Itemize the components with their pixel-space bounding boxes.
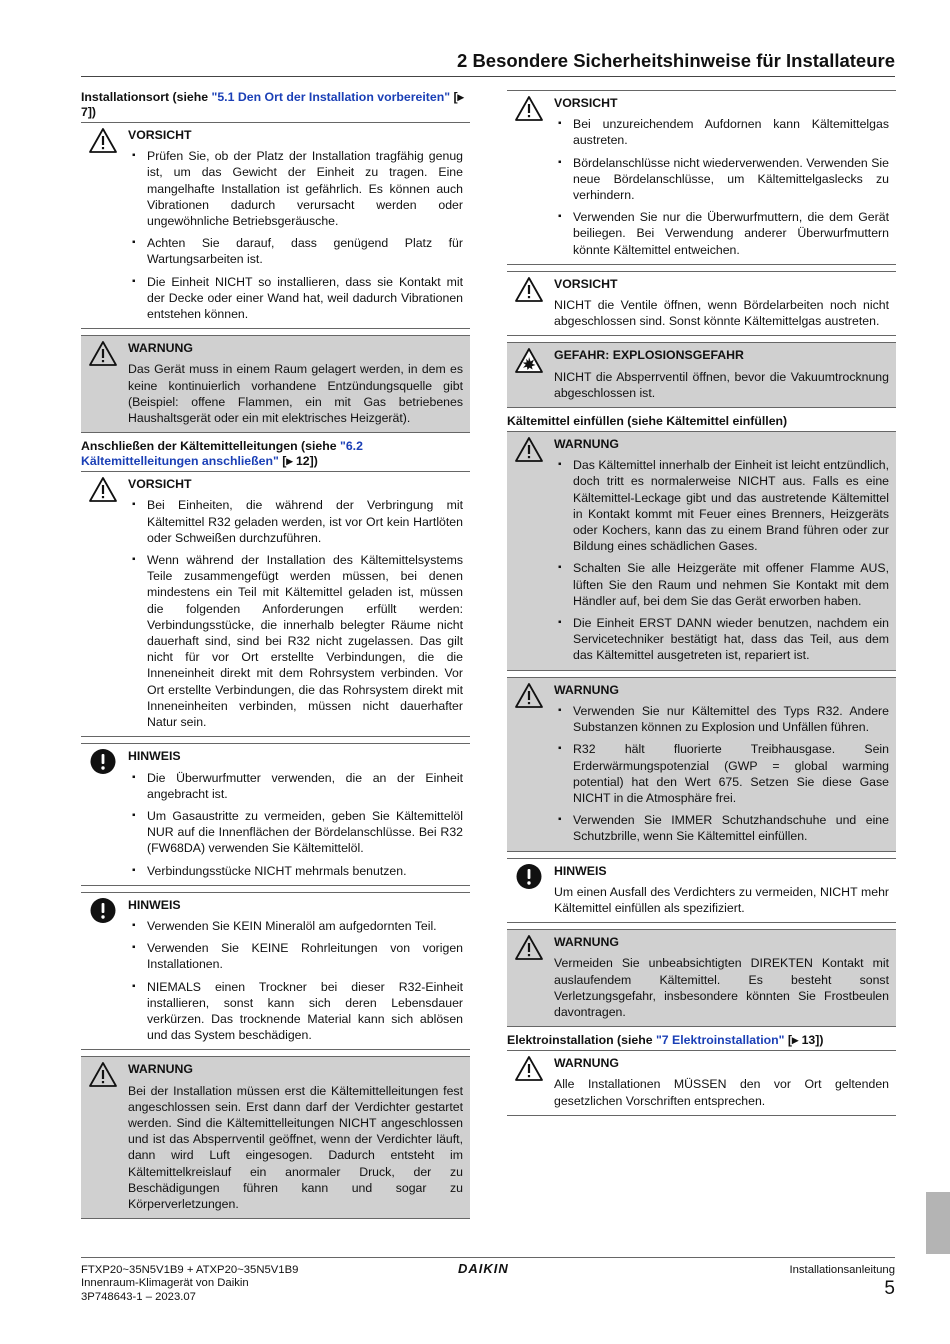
list-item: ▪ Verwenden Sie nur Kältemittel des Typs R32. Andere Substanzen können zu Explosion und Unfällen führen. <box>554 703 889 735</box>
warnung-notice <box>507 431 896 671</box>
warnung-notice <box>81 1056 470 1219</box>
notice-title: WARNUNG <box>554 437 619 452</box>
warning-triangle-icon <box>88 127 118 154</box>
warning-triangle-icon <box>514 95 544 122</box>
list-item: ▪ Die Einheit NICHT so installieren, dass sie Kontakt mit der Decke oder einer Wand hat, weil dadurch Vibrationen entstehen können. <box>128 274 463 323</box>
notice-title: WARNUNG <box>128 341 193 356</box>
section-heading-kaeltemittelleitungen <box>81 439 470 469</box>
notice-text: Um einen Ausfall des Verdichters zu vermeiden, NICHT mehr Kältemittel einfüllen als spezifiziert. <box>554 884 889 915</box>
vorsicht-notice <box>507 271 896 337</box>
heading-suffix: [▸ 7]) <box>81 90 464 119</box>
notice-title: VORSICHT <box>128 128 192 142</box>
hinweis-notice <box>81 892 470 1051</box>
notice-list <box>128 918 463 1043</box>
warning-triangle-icon <box>88 1061 118 1088</box>
side-tab-marker <box>926 1192 950 1254</box>
footer-product: Innenraum-Klimagerät von Daikin <box>81 1277 249 1290</box>
hinweis-notice <box>81 743 470 885</box>
exclamation-circle-icon <box>88 748 118 775</box>
list-item: ▪ Achten Sie darauf, dass genügend Platz für Wartungsarbeiten ist. <box>128 235 463 267</box>
notice-list <box>554 703 889 845</box>
list-item: ▪ R32 hält fluorierte Treibhausgase. Sein Erderwärmungspotenzial (GWP = global warming potential) hat den Wert 675. Setzen Sie diese Gase NICHT in die Atmosphäre frei. <box>554 741 889 806</box>
footer-doc-type: Installationsanleitung <box>789 1264 895 1276</box>
warnung-notice <box>507 929 896 1027</box>
notice-title: VORSICHT <box>554 276 618 291</box>
list-item: ▪ Wenn während der Installation des Kältemittelsystems Teile zusammengefügt werden müssen, bei denen mindestens ein Teil mit Kältemittel geladen ist, müssen die folgenden Anforderungen erfüllt werden: Verbindungsstücke, die innerhalb belegter Räume nicht dauerhaft sind, sind bei R32 nicht zugelassen. Das gilt nicht für vor Ort erstellte Verbindungen, die die Inneneinheit direkt mit dem Rohrsystem verbinden. Vor Ort erstellte Verbindungen, die das Rohrsystem direkt mit Inneneinheiten verbinden, müssen nicht dauerhafter Natur sein. <box>128 552 463 730</box>
list-item: ▪ Verbindungsstücke NICHT mehrmals benutzen. <box>128 863 463 879</box>
list-item: ▪ Verwenden Sie nur die Überwurfmuttern, die dem Gerät beiliegen. Bei Verwendung anderer Überwurfmuttern könnte Kältemittel entweichen. <box>554 209 889 258</box>
hinweis-notice <box>507 858 896 924</box>
daikin-logo: DAIKIN <box>458 1261 509 1276</box>
list-item: ▪ Verwenden Sie KEINE Rohrleitungen von vorigen Installationen. <box>128 940 463 972</box>
warning-triangle-icon <box>514 1055 544 1082</box>
gefahr-notice <box>507 342 896 408</box>
warning-triangle-icon <box>514 934 544 961</box>
notice-title: VORSICHT <box>554 96 618 110</box>
notice-list <box>554 457 889 663</box>
warnung-notice <box>81 335 470 433</box>
list-item: ▪ Um Gasaustritte zu vermeiden, geben Sie Kältemittelöl NUR auf die Innenflächen der Bördelanschlüsse. Bei R32 (FW68DA) verwenden Sie Kältemittelöl. <box>128 808 463 857</box>
notice-title: WARNUNG <box>554 1056 619 1071</box>
footer-doc-id: 3P748643-1 – 2023.07 <box>81 1290 196 1303</box>
notice-title: WARNUNG <box>554 935 619 950</box>
notice-text: Alle Installationen MÜSSEN den vor Ort geltenden gesetzlichen Vorschriften entsprechen. <box>554 1077 889 1108</box>
exclamation-circle-icon <box>88 897 118 924</box>
notice-text: Vermeiden Sie unbeabsichtigten DIREKTEN Kontakt mit auslaufendem Kältemittel. Es besteht sonst Verletzungsgefahr, insbesondere könnten Sie Frostbeulen davontragen. <box>554 956 889 1019</box>
list-item: ▪ Bördelanschlüsse nicht wiederverwenden. Verwenden Sie neue Bördelanschlüsse, um Kältemittelgaslecks zu verhindern. <box>554 155 889 204</box>
right-column <box>507 90 896 1122</box>
footer-divider <box>81 1257 895 1258</box>
exclamation-circle-icon <box>514 863 544 890</box>
notice-text: Das Gerät muss in einem Raum gelagert werden, in dem es keine kontinuierlich vorhandene Entzündungsquelle gibt (Beispiel: offene Flammen, ein mit Gas betriebenes Haushaltsgerät oder ein mit elektrisches Heizgerät). <box>128 362 463 426</box>
section-heading-installationsort <box>81 90 470 120</box>
vorsicht-notice <box>81 471 470 737</box>
notice-text: NICHT die Ventile öffnen, wenn Bördelarbeiten noch nicht abgeschlossen sind. Sonst könnte Kältemittelgas austreten. <box>554 298 889 329</box>
notice-title: VORSICHT <box>128 477 192 492</box>
notice-title: WARNUNG <box>128 1062 193 1077</box>
notice-title: HINWEIS <box>554 863 607 878</box>
warnung-notice <box>507 1050 896 1116</box>
notice-list <box>128 148 463 322</box>
list-item: ▪ Die Überwurfmutter verwenden, die an der Einheit angebracht ist. <box>128 770 463 802</box>
warning-triangle-icon <box>88 476 118 503</box>
list-item: ▪ Bei unzureichendem Aufdornen kann Kältemittelgas austreten. <box>554 116 889 148</box>
page-number: 5 <box>884 1278 895 1299</box>
footer-model: FTXP20~35N5V1B9 + ATXP20~35N5V1B9 <box>81 1264 299 1276</box>
heading-prefix: Anschließen der Kältemittelleitungen (siehe <box>81 439 340 454</box>
notice-list <box>554 116 889 258</box>
list-item: ▪ Verwenden Sie KEIN Mineralöl am aufgedornten Teil. <box>128 918 463 934</box>
notice-text: Bei der Installation müssen erst die Kältemittelleitungen fest angeschlossen sein. Erst dann darf der Verdichter gestartet werden. Sind die Kältemittelleitungen NICHT angeschlossen und ist das Absperrventil geöffnet, wenn der Verdichter läuft, dann wird Luft eingesogen. Dadurch entsteht im Kältemittelkreislauf ein anormaler Druck, der zu Beschädigungen führen kann und sogar zu Körperverletzungen. <box>128 1083 463 1211</box>
heading-suffix: [▸ 12]) <box>278 454 318 469</box>
list-item: ▪ Das Kältemittel innerhalb der Einheit ist leicht entzündlich, doch tritt es normalerweise NICHT aus. Falls es eine Kältemittel-Leckage gibt und das austretende Kältemittel in Kontakt kommt mit Feuer eines Brenners, Heizgeräts oder Kochers, kann das zu einem Brand führen oder zur Bildung eines schädlichen Gases. <box>554 457 889 554</box>
link-elektroinstallation[interactable]: "7 Elektroinstallation" <box>655 1033 785 1048</box>
list-item: ▪ Verwenden Sie IMMER Schutzhandschuhe und eine Schutzbrille, wenn Sie Kältemittel einfüllen. <box>554 812 889 844</box>
warning-triangle-icon <box>514 276 544 303</box>
heading-suffix: [▸ 13]) <box>784 1033 824 1048</box>
footer-left <box>81 1264 298 1304</box>
title-divider <box>81 76 895 77</box>
notice-title: WARNUNG <box>554 682 619 697</box>
warning-triangle-icon <box>88 340 118 367</box>
heading-prefix: Elektroinstallation (siehe <box>507 1033 656 1048</box>
notice-text: NICHT die Absperrventil öffnen, bevor die Vakuumtrocknung abgeschlossen ist. <box>554 369 889 400</box>
list-item: ▪ Prüfen Sie, ob der Platz der Installation tragfähig genug ist, um das Gewicht der Einheit zu tragen. Eine mangelhafte Installation ist gefährlich. Es können auch Vibrationen dadurch verursacht werden oder ungewöhnliche Betriebsgeräusche. <box>128 148 463 229</box>
heading-prefix: Installationsort (siehe <box>81 90 212 104</box>
notice-list <box>128 770 463 879</box>
link-kaeltemittelleitungen[interactable]: "6.2 Kältemittelleitungen anschließen" <box>81 439 363 469</box>
list-item: ▪ Bei Einheiten, die während der Verbringung mit Kältemittel R32 geladen werden, ist vor Ort kein Hartlöten oder Schweißen durchzuführen. <box>128 497 463 546</box>
notice-title: HINWEIS <box>128 897 181 912</box>
warning-triangle-icon <box>514 682 544 709</box>
link-ort-vorbereiten[interactable]: "5.1 Den Ort der Installation vorbereiten" <box>211 90 451 104</box>
page-title: 2 Besondere Sicherheitshinweise für Installateure <box>457 50 895 71</box>
notice-title: HINWEIS <box>128 749 181 764</box>
vorsicht-notice <box>81 122 470 329</box>
warning-triangle-icon <box>514 436 544 463</box>
section-heading-elektroinstallation <box>507 1033 896 1048</box>
warnung-notice <box>507 677 896 852</box>
list-item: ▪ NIEMALS einen Trockner bei dieser R32-Einheit installieren, sonst kann sich deren Lebensdauer verkürzen. Das trocknende Material kann sich ablösen und das System beschädigen. <box>128 979 463 1044</box>
left-column <box>81 90 470 1225</box>
vorsicht-notice <box>507 90 896 265</box>
section-heading-kaeltemittel-einfuellen: Kältemittel einfüllen (siehe Kältemittel einfüllen) <box>507 414 788 429</box>
explosion-warning-icon <box>514 347 544 374</box>
notice-list <box>128 497 463 730</box>
list-item: ▪ Schalten Sie alle Heizgeräte mit offener Flamme AUS, lüften Sie den Raum und nehmen Sie Kontakt mit dem Händler auf, bei dem Sie das Gerät erworben haben. <box>554 560 889 609</box>
notice-title: GEFAHR: EXPLOSIONSGEFAHR <box>554 348 744 363</box>
list-item: ▪ Die Einheit ERST DANN wieder benutzen, nachdem ein Servicetechniker bestätigt hat, dass das Teil, aus dem das Kältemittel ausgetreten ist, repariert ist. <box>554 615 889 664</box>
